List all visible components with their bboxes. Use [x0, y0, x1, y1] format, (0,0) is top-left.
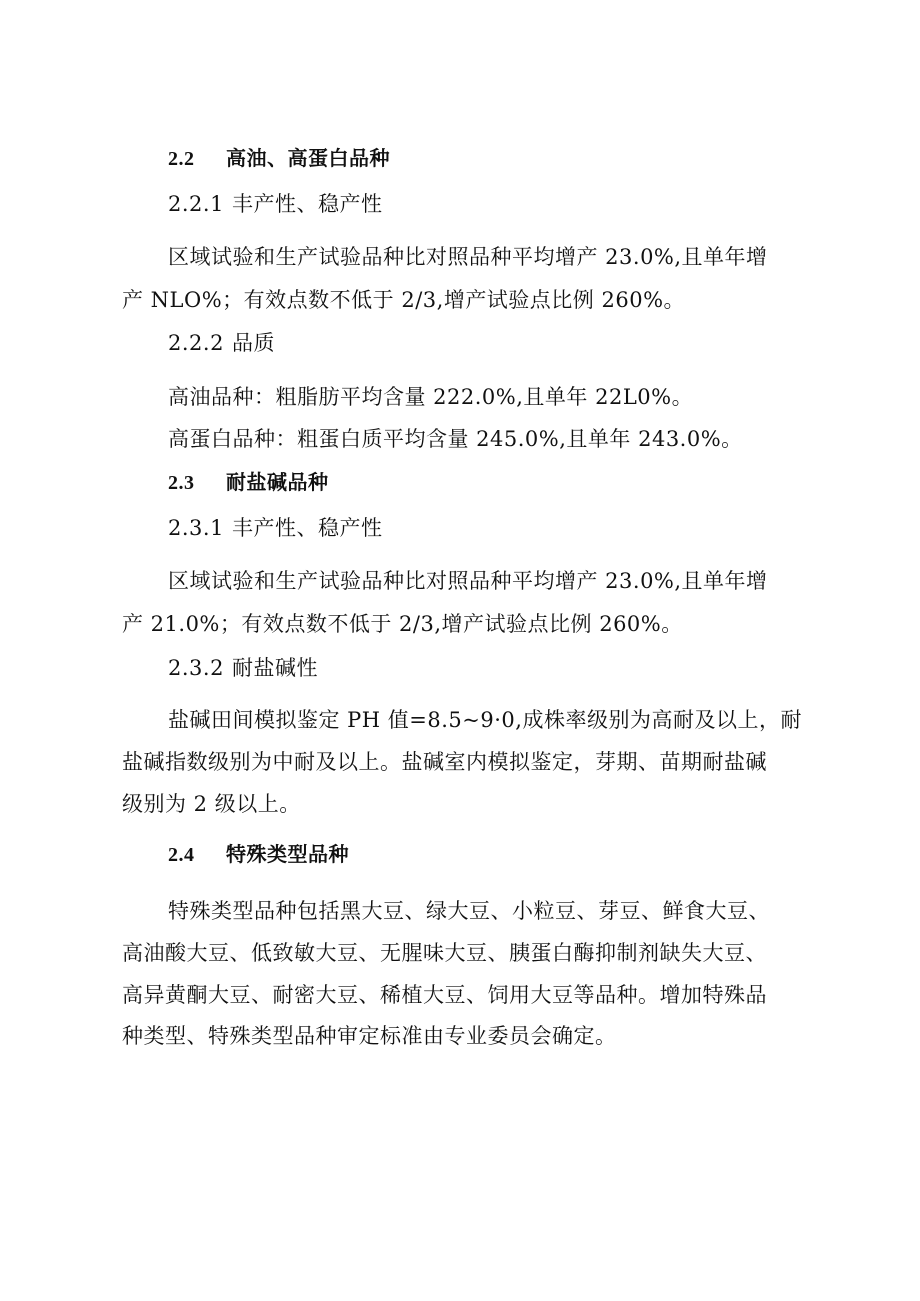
section-number: 2.3 — [168, 472, 195, 494]
paragraph-line: 高蛋白品种：粗蛋白质平均含量 245.0%,且单年 243.0%。 — [168, 427, 743, 451]
section-title: 耐盐碱品种 — [226, 470, 329, 494]
paragraph-line: 产 NLO%；有效点数不低于 2/3,增产试验点比例 260%。 — [122, 288, 686, 312]
paragraph-line: 盐碱指数级别为中耐及以上。盐碱室内模拟鉴定，芽期、苗期耐盐碱 — [122, 750, 767, 774]
paragraph-line: 区域试验和生产试验品种比对照品种平均增产 23.0%,且单年增 — [168, 245, 768, 269]
subsection-heading — [168, 189, 383, 219]
paragraph-line: 盐碱田间模拟鉴定 PH 值=8.5~9·0,成株率级别为高耐及以上，耐 — [168, 708, 802, 732]
subsection-heading — [168, 328, 275, 358]
paragraph-line: 高油品种：粗脂肪平均含量 222.0%,且单年 22L0%。 — [168, 385, 694, 409]
subsection-title: 品质 — [232, 331, 275, 355]
subsection-number: 2.2.1 — [168, 192, 224, 216]
section-number: 2.4 — [168, 844, 195, 866]
section-heading — [168, 839, 349, 870]
subsection-number: 2.3.1 — [168, 516, 224, 540]
subsection-heading — [168, 653, 318, 683]
subsection-number: 2.2.2 — [168, 331, 224, 355]
paragraph-line: 级别为 2 级以上。 — [122, 792, 301, 816]
paragraph-line: 高异黄酮大豆、耐密大豆、稀植大豆、饲用大豆等品种。增加特殊品 — [122, 983, 767, 1007]
paragraph-line: 特殊类型品种包括黑大豆、绿大豆、小粒豆、芽豆、鲜食大豆、 — [168, 899, 770, 923]
subsection-title: 丰产性、稳产性 — [232, 192, 383, 216]
subsection-title: 耐盐碱性 — [232, 656, 318, 680]
section-title: 高油、高蛋白品种 — [226, 146, 390, 170]
paragraph-line: 高油酸大豆、低致敏大豆、无腥味大豆、胰蛋白酶抑制剂缺失大豆、 — [122, 941, 767, 965]
subsection-number: 2.3.2 — [168, 656, 224, 680]
paragraph-line: 种类型、特殊类型品种审定标准由专业委员会确定。 — [122, 1024, 617, 1048]
subsection-title: 丰产性、稳产性 — [232, 516, 383, 540]
paragraph-line: 产 21.0%；有效点数不低于 2/3,增产试验点比例 260%。 — [122, 612, 683, 636]
paragraph-line: 区域试验和生产试验品种比对照品种平均增产 23.0%,且单年增 — [168, 569, 768, 593]
section-heading — [168, 143, 390, 174]
section-heading — [168, 467, 329, 498]
subsection-heading — [168, 513, 383, 543]
section-number: 2.2 — [168, 148, 195, 170]
section-title: 特殊类型品种 — [226, 842, 349, 866]
